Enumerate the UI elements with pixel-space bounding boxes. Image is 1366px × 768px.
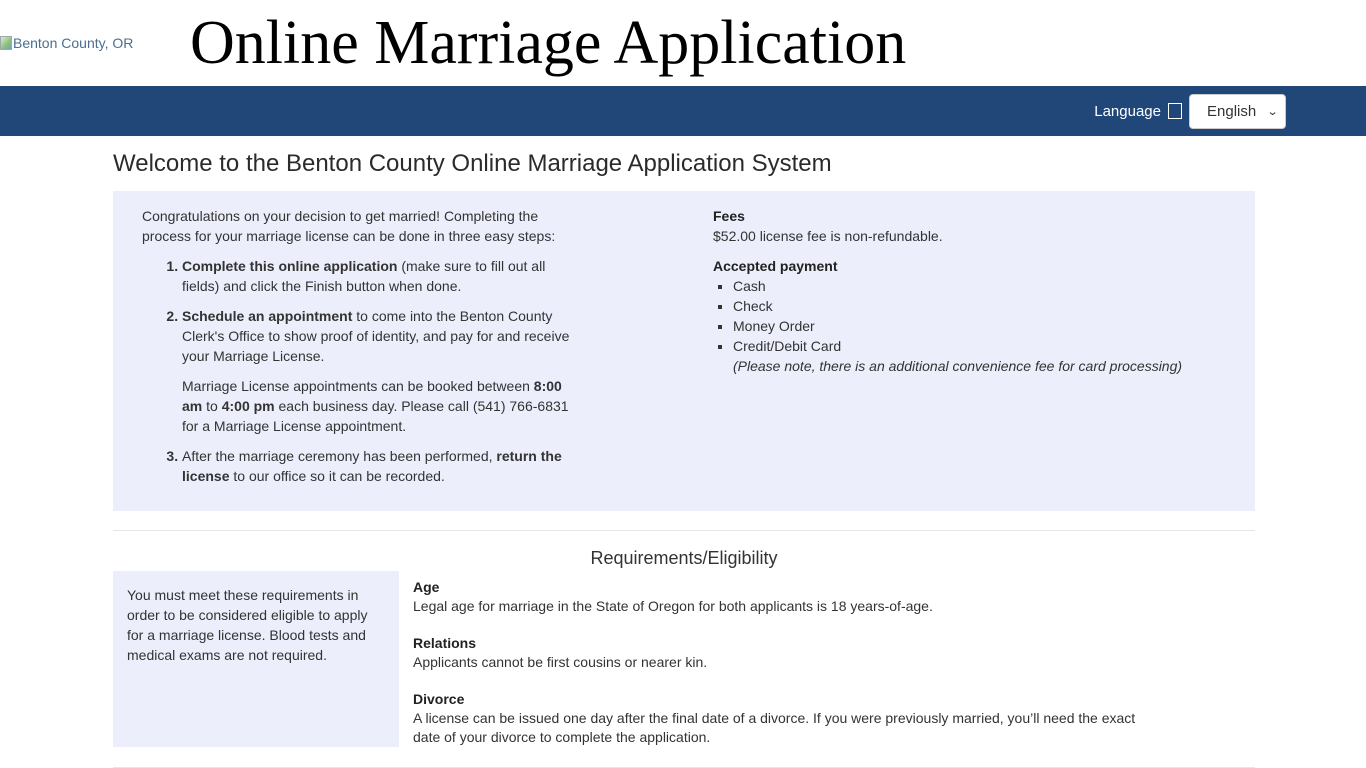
hours-text: Marriage License appointments can be booked between <box>182 378 534 394</box>
step-title: return the license <box>182 448 562 484</box>
step-item <box>182 306 582 436</box>
hours-text: each business day. Please call (541) 766-6831 for a Marriage License appointment. <box>182 398 569 434</box>
payment-method-label: Credit/Debit Card <box>733 338 842 354</box>
language-label: Language <box>1094 102 1161 120</box>
requirement-heading: Age <box>413 579 440 595</box>
step-text: to come into the Benton County Clerk's Office to show proof of identity, and pay for and receive your Marriage License. <box>182 308 570 364</box>
language-icon <box>1168 103 1182 119</box>
requirements-title: Requirements/Eligibility <box>590 548 778 568</box>
fees-text: $52.00 license fee is non-refundable. <box>713 228 943 244</box>
step-text: (make sure to fill out all fields) and click the Finish button when done. <box>182 258 546 294</box>
chevron-down-icon: ⌄ <box>1266 105 1279 118</box>
payment-methods-list <box>713 276 1233 376</box>
payment-method: ▪ Check <box>733 296 1233 316</box>
requirement-heading: Relations <box>413 635 477 651</box>
fees-heading: Fees <box>713 208 745 224</box>
step-text: After the marriage ceremony has been performed, <box>182 448 497 464</box>
requirement-text: Legal age for marriage in the State of Oregon for both applicants is 18 years-of-age. <box>413 598 933 614</box>
requirement-heading: Divorce <box>413 691 465 707</box>
intro-panel <box>113 191 1255 511</box>
hours-start: 8:00 am <box>182 378 562 414</box>
requirement-item <box>413 578 1153 616</box>
appointment-hours <box>182 376 582 436</box>
requirement-item <box>413 634 1153 672</box>
page-title: Welcome to the Benton County Online Marriage Application System <box>113 150 832 177</box>
payment-method: ▪ Money Order <box>733 316 1233 336</box>
steps-section <box>142 206 582 496</box>
payment-method <box>733 336 1233 376</box>
step-text: to our office so it can be recorded. <box>229 468 445 484</box>
site-title: Online Marriage Application <box>190 9 907 77</box>
steps-list <box>142 256 582 486</box>
intro-lead: Congratulations on your decision to get married! Completing the process for your marriage license can be done in three easy steps: <box>142 208 556 244</box>
top-navbar <box>0 86 1366 136</box>
section-divider <box>113 530 1255 531</box>
requirement-item <box>413 690 1153 747</box>
hours-text: to <box>202 398 222 414</box>
payment-method: ▪ Cash <box>733 276 1233 296</box>
step-item <box>182 256 582 296</box>
requirement-text: Applicants cannot be first cousins or nearer kin. <box>413 654 708 670</box>
logo-alt-text: Benton County, OR <box>13 35 134 51</box>
hours-end: 4:00 pm <box>221 398 275 414</box>
fees-section <box>713 206 1233 376</box>
requirement-text: A license can be issued one day after the final date of a divorce. If you were previously married, you’ll need the exact date of your divorce to complete the application. <box>413 710 1136 745</box>
payment-heading: Accepted payment <box>713 258 838 274</box>
county-logo[interactable] <box>0 35 133 51</box>
step-title: Schedule an appointment <box>182 308 353 324</box>
requirements-intro: You must meet these requirements in order to be considered eligible to apply for a marriage license. Blood tests and medical exams are not required. <box>113 571 399 747</box>
language-select[interactable] <box>1189 94 1286 129</box>
card-fee-note: (Please note, there is an additional convenience fee for card processing) <box>733 358 1183 374</box>
step-title: Complete this online application <box>182 258 398 274</box>
site-header <box>0 0 1366 86</box>
broken-image-icon <box>0 36 12 50</box>
requirements-list <box>413 578 1153 765</box>
step-item <box>182 446 582 486</box>
language-selected-value: English <box>1207 102 1257 120</box>
